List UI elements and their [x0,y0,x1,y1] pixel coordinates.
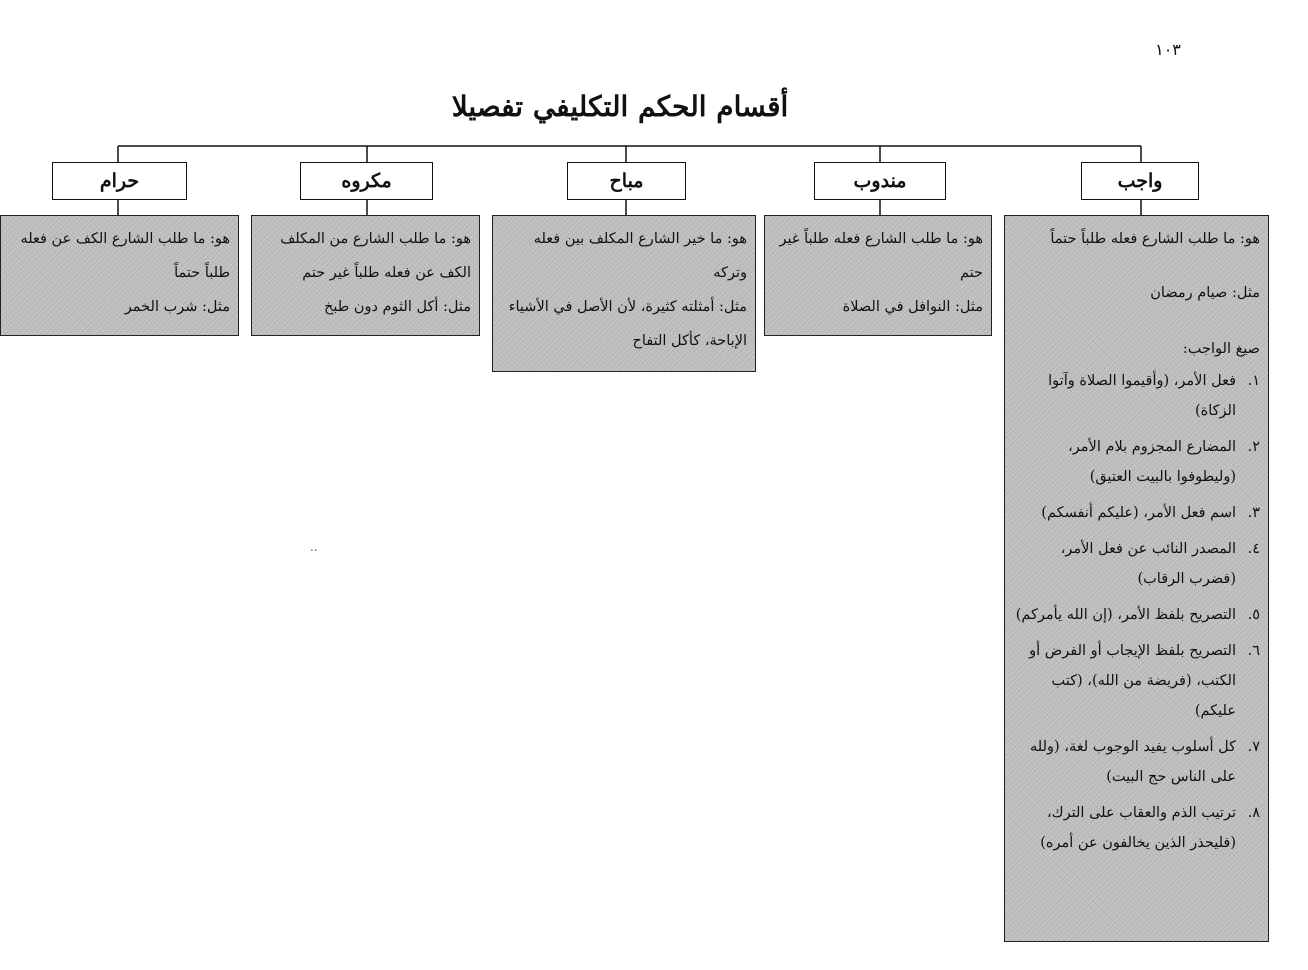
list-item: ٧. كل أسلوب يفيد الوجوب لغة، (ولله على الناس حج البيت) [1030,739,1260,785]
list-item: ٣. اسم فعل الأمر، (عليكم أنفسكم) [1041,505,1260,521]
makruh-definition: هو: ما طلب الشارع من المكلف الكف عن فعله طلباً غير حتم [280,231,471,281]
wajib-example: مثل: صيام رمضان [1150,285,1260,301]
mandub-definition: هو: ما طلب الشارع فعله طلباً غير حتم [779,231,983,281]
haram-definition-box [0,215,239,336]
mubah-header: مباح [567,162,686,200]
mubah-definition: هو: ما خير الشارع المكلف بين فعله وتركه [533,231,747,281]
makruh-definition-box [251,215,480,336]
stray-mark: .. [310,540,318,554]
makruh-example: مثل: أكل الثوم دون طبخ [323,299,471,315]
makruh-header: مكروه [300,162,433,200]
wajib-forms-label: صيغ الواجب: [1182,341,1260,357]
wajib-forms-list [1013,366,1260,858]
wajib-definition-box [1004,215,1269,942]
mubah-definition-box [492,215,756,372]
mandub-header: مندوب [814,162,946,200]
list-item: ١. فعل الأمر، (وأقيموا الصلاة وآتوا الزكاة) [1048,373,1260,419]
list-item: ٨. ترتيب الذم والعقاب على الترك، (فليحذر الذين يخالفون عن أمره) [1040,805,1260,851]
wajib-definition: هو: ما طلب الشارع فعله طلباً حتماً [1050,231,1260,247]
mandub-example: مثل: النوافل في الصلاة [842,299,983,315]
haram-example: مثل: شرب الخمر [124,299,230,315]
page-number: ١٠٣ [1155,40,1181,59]
mandub-definition-box [764,215,992,336]
list-item: ٥. التصريح بلفظ الأمر، (إن الله يأمركم) [1015,607,1260,623]
list-item: ٤. المصدر النائب عن فعل الأمر، (فضرب الرقاب) [1060,541,1260,587]
haram-definition: هو: ما طلب الشارع الكف عن فعله طلباً حتماً [20,231,230,281]
haram-header: حرام [52,162,187,200]
page-title: أقسام الحكم التكليفي تفصيلا [451,90,789,123]
wajib-header: واجب [1081,162,1199,200]
mubah-example: مثل: أمثلته كثيرة، لأن الأصل في الأشياء الإباحة، كأكل التفاح [508,299,747,349]
list-item: ٢. المضارع المجزوم بلام الأمر، (وليطوفوا بالبيت العتيق) [1068,439,1260,485]
list-item: ٦. التصريح بلفظ الإيجاب أو الفرض أو الكتب، (فريضة من الله)، (كتب عليكم) [1029,643,1260,719]
